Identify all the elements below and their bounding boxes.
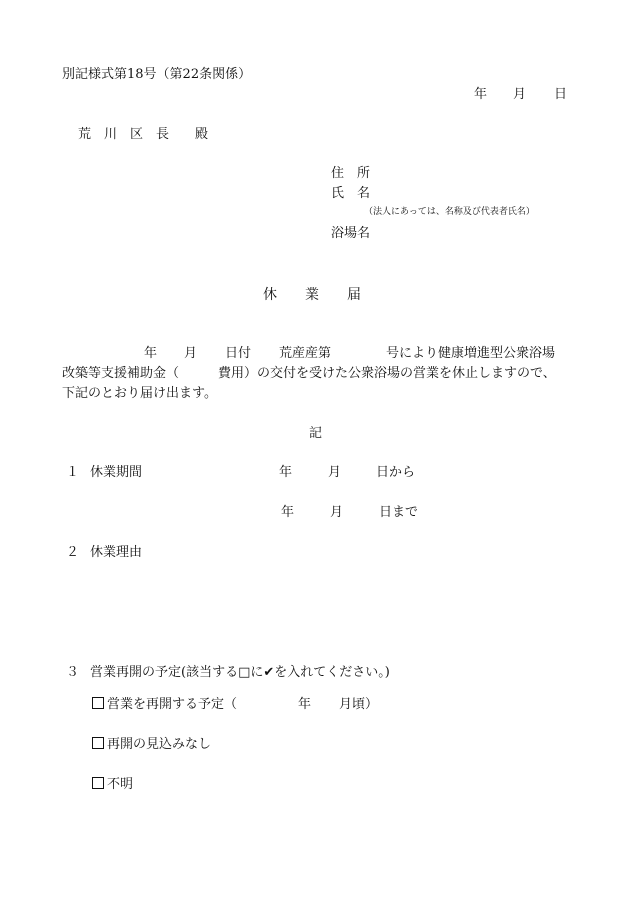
item-3-number: ３	[66, 665, 80, 680]
reopen-planned-year: 年	[298, 697, 312, 712]
reopen-planned-checkbox[interactable]	[92, 697, 104, 709]
body-line3: 下記のとおり届け出ます。	[62, 386, 217, 401]
body-month: 月	[184, 346, 198, 361]
item-2-label: 休業理由	[90, 545, 143, 560]
no-reopen-label: 再開の見込みなし	[107, 737, 212, 752]
body-date-suffix: 日付	[225, 346, 252, 361]
addressee: 荒 川 区 長 殿	[78, 127, 209, 142]
item-1-to-year: 年	[281, 505, 295, 520]
unknown-label: 不明	[107, 777, 134, 792]
item-1-from-year: 年	[279, 465, 293, 480]
item-3-label: 営業再開の予定(該当する□に✔を入れてください。)	[90, 665, 390, 680]
body-line1-rest: 号により健康増進型公衆浴場	[386, 346, 556, 361]
item-1-from-day: 日から	[376, 465, 416, 480]
page-title: 休 業 届	[263, 287, 361, 303]
body-line2: 改築等支援補助金（ 費用）の交付を受けた公衆浴場の営業を休止しますので、	[62, 366, 556, 381]
date-month: 月	[513, 87, 527, 102]
reopen-planned-label: 営業を再開する予定（	[107, 697, 238, 712]
item-1-label: 休業期間	[90, 465, 143, 480]
no-reopen-checkbox[interactable]	[92, 737, 104, 749]
unknown-checkbox[interactable]	[92, 777, 104, 789]
item-1-from-month: 月	[328, 465, 342, 480]
item-1-to-month: 月	[330, 505, 344, 520]
date-year: 年	[474, 87, 488, 102]
form-id: 別記様式第18号（第22条関係）	[62, 67, 252, 82]
body-reference-prefix: 荒産産第	[279, 346, 332, 361]
bathhouse-label: 浴場名	[331, 226, 371, 241]
item-2-number: ２	[66, 545, 80, 560]
name-note: （法人にあっては、名称及び代表者氏名）	[364, 207, 535, 217]
item-1-number: １	[66, 465, 80, 480]
reopen-planned-month: 月頃）	[339, 697, 379, 712]
item-1-to-day: 日まで	[379, 505, 419, 520]
address-label: 住 所	[331, 166, 371, 181]
name-label: 氏 名	[331, 186, 371, 201]
ki-heading: 記	[309, 426, 323, 441]
date-day: 日	[554, 87, 568, 102]
body-year: 年	[144, 346, 158, 361]
